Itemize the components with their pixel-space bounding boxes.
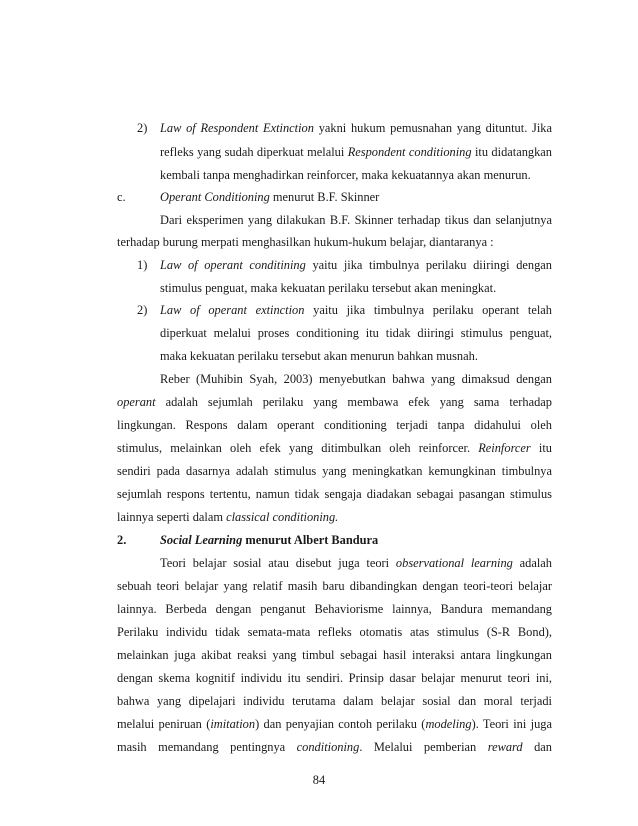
italic-term: Law of Respondent Extinction — [160, 121, 314, 135]
text-line — [0, 210, 638, 230]
line-text — [160, 255, 552, 275]
text-line — [0, 737, 638, 757]
line-text — [117, 438, 552, 458]
text-run: itu — [530, 441, 552, 455]
italic-term: imitation — [210, 717, 256, 731]
text-line — [0, 599, 638, 619]
text-line — [0, 553, 638, 573]
line-text — [117, 507, 552, 527]
line-text — [117, 668, 552, 688]
text-run: kembali tanpa menghadirkan reinforcer, maka kekuatannya akan menurun. — [160, 168, 531, 182]
line-text — [160, 165, 552, 185]
italic-term: reward — [487, 740, 523, 754]
text-run: ) dan penyajian contoh perilaku ( — [255, 717, 426, 731]
text-run: refleks yang sudah diperkuat melalui — [160, 145, 348, 159]
text-line — [0, 278, 638, 298]
line-text — [160, 118, 552, 138]
text-line — [0, 415, 638, 435]
line-text — [117, 576, 552, 596]
line-text — [160, 346, 552, 366]
text-run: Reber (Muhibin Syah, 2003) menyebutkan bahwa yang dimaksud dengan — [160, 372, 552, 386]
text-run: adalah sejumlah perilaku yang membawa efek yang sama terhadap — [155, 395, 552, 409]
text-line — [0, 484, 638, 504]
list-marker: 1) — [137, 258, 148, 272]
line-text — [117, 232, 552, 252]
text-run: melalui peniruan ( — [117, 717, 211, 731]
line-text — [160, 278, 552, 298]
italic-term: observational learning — [395, 556, 513, 570]
text-run: sejumlah respons tertentu, namun tidak sengaja diadakan sebagai pasangan stimulus — [117, 487, 552, 501]
text-run: lainnya. Berbeda dengan penganut Behaviorisme lainnya, Bandura memandang — [117, 602, 552, 616]
line-text — [117, 461, 552, 481]
text-line — [0, 346, 638, 366]
text-line — [0, 369, 638, 389]
line-text — [160, 323, 552, 343]
italic-term: Social Learning — [160, 533, 243, 547]
text-run: menurut Albert Bandura — [242, 533, 379, 547]
text-line — [0, 668, 638, 688]
text-line — [0, 461, 638, 481]
line-text — [117, 714, 552, 734]
text-line — [0, 232, 638, 252]
text-line — [0, 142, 638, 162]
text-run: melainkan juga akibat reaksi yang timbul sebagai hasil interaksi antara lingkungan — [117, 648, 552, 662]
text-run: Dari eksperimen yang dilakukan B.F. Skinner terhadap tikus dan selanjutnya — [160, 213, 552, 227]
text-line — [0, 118, 638, 138]
line-text — [160, 142, 552, 162]
text-run: masih memandang pentingnya — [117, 740, 297, 754]
italic-term: Reinforcer — [478, 441, 531, 455]
text-run: yaitu jika timbulnya perilaku diiringi dengan — [305, 258, 552, 272]
text-run: bahwa yang dipelajari individu terutama dalam belajar sosial dan moral terjadi — [117, 694, 552, 708]
text-run: sebuah teori belajar yang relatif masih baru dibandingkan dengan teori-teori belajar — [117, 579, 552, 593]
italic-term: classical conditioning. — [226, 510, 339, 524]
line-text — [117, 645, 552, 665]
text-line — [0, 323, 638, 343]
text-line — [0, 392, 638, 412]
line-text — [160, 553, 552, 573]
text-run: sendiri pada dasarnya adalah stimulus yang meningkatkan kemungkinan timbulnya — [117, 464, 552, 478]
text-line — [0, 645, 638, 665]
line-text — [117, 392, 552, 412]
line-text — [160, 187, 552, 207]
italic-term: conditioning — [296, 740, 360, 754]
text-run: dan — [522, 740, 552, 754]
italic-term: Law of operant conditining — [160, 258, 306, 272]
line-text — [160, 210, 552, 230]
text-run: stimulus, melainkan oleh efek yang ditimbulkan oleh reinforcer. — [117, 441, 479, 455]
text-line — [0, 530, 638, 550]
text-line — [0, 165, 638, 185]
italic-term: Law of operant extinction — [160, 303, 305, 317]
text-line — [0, 576, 638, 596]
line-text — [117, 599, 552, 619]
text-run: maka kekuatan perilaku tersebut akan menurun bahkan musnah. — [160, 349, 478, 363]
text-run: Perilaku individu tidak semata-mata refleks otomatis atas stimulus (S-R Bond), — [117, 625, 552, 639]
list-marker: 2) — [137, 121, 148, 135]
text-run: adalah — [512, 556, 552, 570]
text-run: menurut B.F. Skinner — [269, 190, 380, 204]
text-line — [0, 622, 638, 642]
line-text — [160, 369, 552, 389]
text-line — [0, 714, 638, 734]
text-run: ). Teori ini juga — [471, 717, 552, 731]
italic-term: modeling — [425, 717, 472, 731]
italic-term: Respondent conditioning — [347, 145, 472, 159]
text-run: yakni hukum pemusnahan yang dituntut. Jika — [313, 121, 552, 135]
text-line — [0, 187, 638, 207]
text-run: . Melalui pemberian — [359, 740, 488, 754]
line-text — [117, 737, 552, 757]
line-text — [117, 484, 552, 504]
text-line — [0, 300, 638, 320]
text-line — [0, 507, 638, 527]
text-run: diperkuat melalui proses conditioning itu tidak diiringi stimulus penguat, — [160, 326, 552, 340]
text-run: lingkungan. Respons dalam operant conditioning terjadi tanpa didahului oleh — [117, 418, 552, 432]
text-run: itu didatangkan — [471, 145, 552, 159]
italic-term: operant — [117, 395, 156, 409]
text-line — [0, 691, 638, 711]
text-line — [0, 255, 638, 275]
text-run: Teori belajar sosial atau disebut juga teori — [160, 556, 396, 570]
text-line — [0, 438, 638, 458]
list-marker: 2. — [117, 533, 127, 547]
line-text — [117, 415, 552, 435]
line-text — [117, 622, 552, 642]
text-run: lainnya seperti dalam — [117, 510, 227, 524]
line-text — [117, 691, 552, 711]
text-run: yaitu jika timbulnya perilaku operant telah — [304, 303, 552, 317]
text-run: stimulus penguat, maka kekuatan perilaku tersebut akan meningkat. — [160, 281, 497, 295]
list-marker: c. — [117, 190, 126, 204]
line-text — [160, 530, 552, 550]
text-run: terhadap burung merpati menghasilkan hukum-hukum belajar, diantaranya : — [117, 235, 494, 249]
line-text — [160, 300, 552, 320]
italic-term: Operant Conditioning — [160, 190, 270, 204]
list-marker: 2) — [137, 303, 148, 317]
text-run: dengan skema kognitif individu itu sendiri. Prinsip dasar belajar menurut teori ini, — [117, 671, 552, 685]
page-number: 84 — [312, 773, 326, 787]
